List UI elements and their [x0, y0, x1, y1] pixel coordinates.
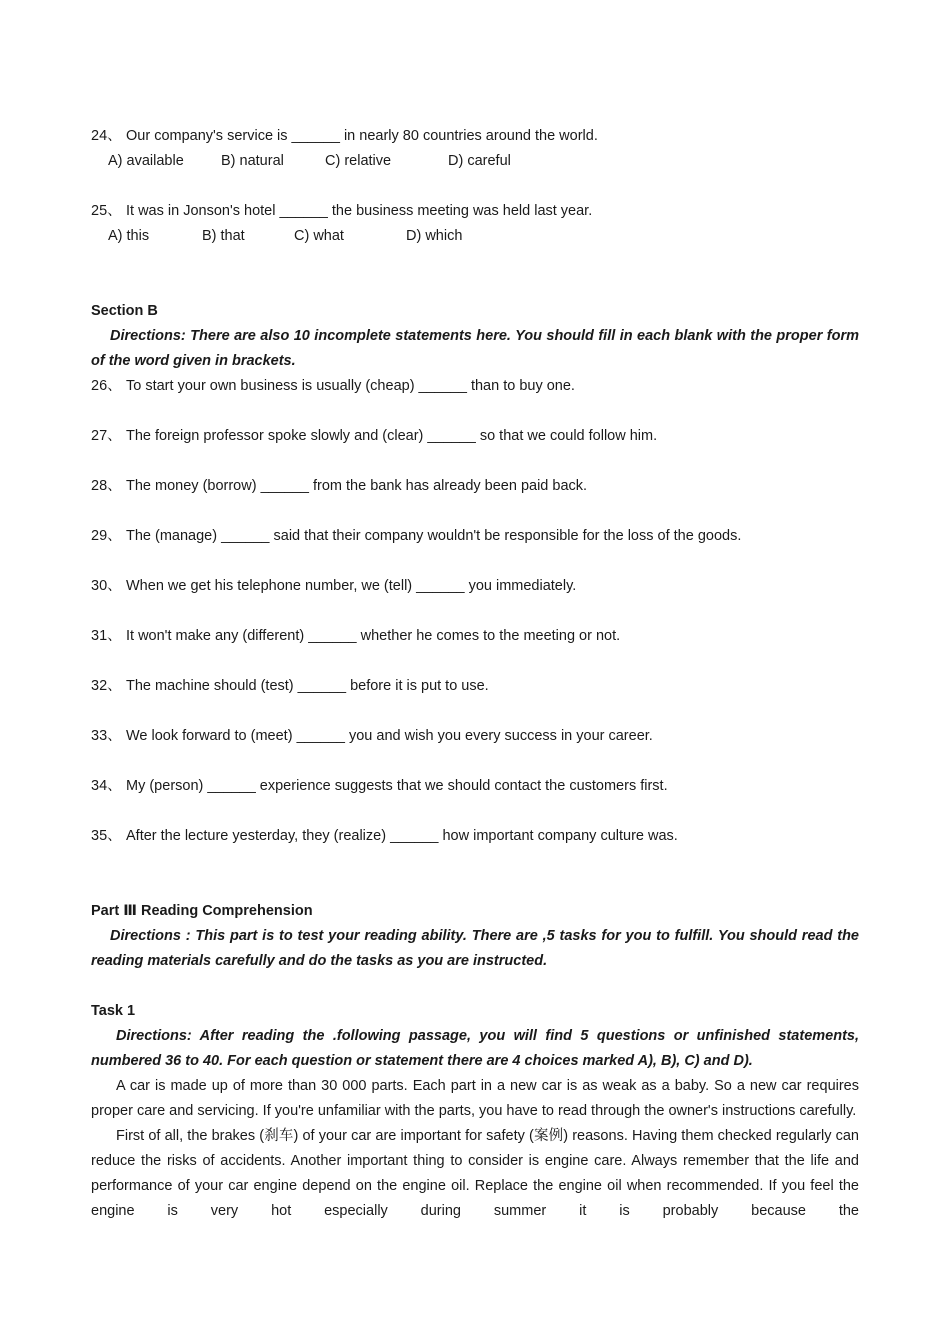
item-number: 29、 — [91, 528, 122, 544]
item-number: 28、 — [91, 478, 122, 494]
question-25-options — [91, 224, 859, 249]
item-number: 30、 — [91, 578, 122, 594]
option-b: B) natural — [221, 153, 284, 169]
item-30 — [91, 574, 859, 599]
item-text: The money (borrow) ______ from the bank has already been paid back. — [126, 478, 588, 494]
item-number: 26、 — [91, 378, 122, 394]
item-number: 32、 — [91, 678, 122, 694]
question-number: 24、 — [91, 128, 122, 144]
part3-directions: Directions : This part is to test your reading ability. There are ,5 tasks for you to fulfill. You should read the reading materials carefully and do the tasks as you are instructed. — [91, 928, 859, 969]
question-text: Our company's service is ______ in nearly 80 countries around the world. — [126, 128, 598, 144]
option-c: C) what — [294, 228, 344, 244]
item-number: 33、 — [91, 728, 122, 744]
item-32 — [91, 674, 859, 699]
section-b-title: Section B — [91, 303, 158, 319]
option-a: A) available — [108, 153, 184, 169]
passage-paragraph-2: First of all, the brakes (刹车) of your car are important for safety (案例) reasons. Having them checked regularly can reduce the risks of accidents. Another important thing to consider is engine care. Always remember that the life and performance of your car engine depend on the engine oil. Replace the engine oil when recommended. If you feel the engine is very hot especially during summer it is probably because the — [91, 1128, 859, 1219]
item-26 — [91, 374, 859, 399]
item-28 — [91, 474, 859, 499]
question-25 — [91, 199, 859, 224]
item-34 — [91, 774, 859, 799]
item-number: 34、 — [91, 778, 122, 794]
item-text: The foreign professor spoke slowly and (clear) ______ so that we could follow him. — [126, 428, 658, 444]
task1-directions: Directions: After reading the .following passage, you will find 5 questions or unfinished statements, numbered 36 to 40. For each question or statement there are 4 choices marked A), B), C) and D). — [91, 1028, 859, 1069]
question-number: 25、 — [91, 203, 122, 219]
option-c: C) relative — [325, 153, 392, 169]
section-b-directions: Directions: There are also 10 incomplete statements here. You should fill in each blank with the proper form of the word given in brackets. — [91, 328, 859, 369]
passage-paragraph-1: A car is made up of more than 30 000 parts. Each part in a new car is as weak as a baby. So a new car requires proper care and servicing. If you're unfamiliar with the parts, you have to read through the owner's instructions carefully. — [91, 1078, 859, 1119]
part3-title: Part Ⅲ Reading Comprehension — [91, 903, 313, 919]
option-d: D) which — [406, 228, 463, 244]
question-24-options — [91, 149, 859, 174]
item-number: 35、 — [91, 828, 122, 844]
item-number: 31、 — [91, 628, 122, 644]
item-text: The machine should (test) ______ before it is put to use. — [126, 678, 489, 694]
item-text: To start your own business is usually (cheap) ______ than to buy one. — [126, 378, 575, 394]
item-text: My (person) ______ experience suggests that we should contact the customers first. — [126, 778, 668, 794]
item-text: The (manage) ______ said that their company wouldn't be responsible for the loss of the goods. — [126, 528, 742, 544]
option-b: B) that — [202, 228, 245, 244]
item-33 — [91, 724, 859, 749]
item-text: After the lecture yesterday, they (realize) ______ how important company culture was. — [126, 828, 678, 844]
item-31 — [91, 624, 859, 649]
item-number: 27、 — [91, 428, 122, 444]
question-24 — [91, 124, 859, 149]
item-text: We look forward to (meet) ______ you and wish you every success in your career. — [126, 728, 653, 744]
item-text: It won't make any (different) ______ whether he comes to the meeting or not. — [126, 628, 621, 644]
item-29 — [91, 524, 859, 549]
item-35 — [91, 824, 859, 849]
question-text: It was in Jonson's hotel ______ the business meeting was held last year. — [126, 203, 593, 219]
item-27 — [91, 424, 859, 449]
document-page — [91, 124, 859, 1224]
option-d: D) careful — [448, 153, 511, 169]
option-a: A) this — [108, 228, 150, 244]
item-text: When we get his telephone number, we (tell) ______ you immediately. — [126, 578, 577, 594]
task1-title: Task 1 — [91, 1003, 136, 1019]
